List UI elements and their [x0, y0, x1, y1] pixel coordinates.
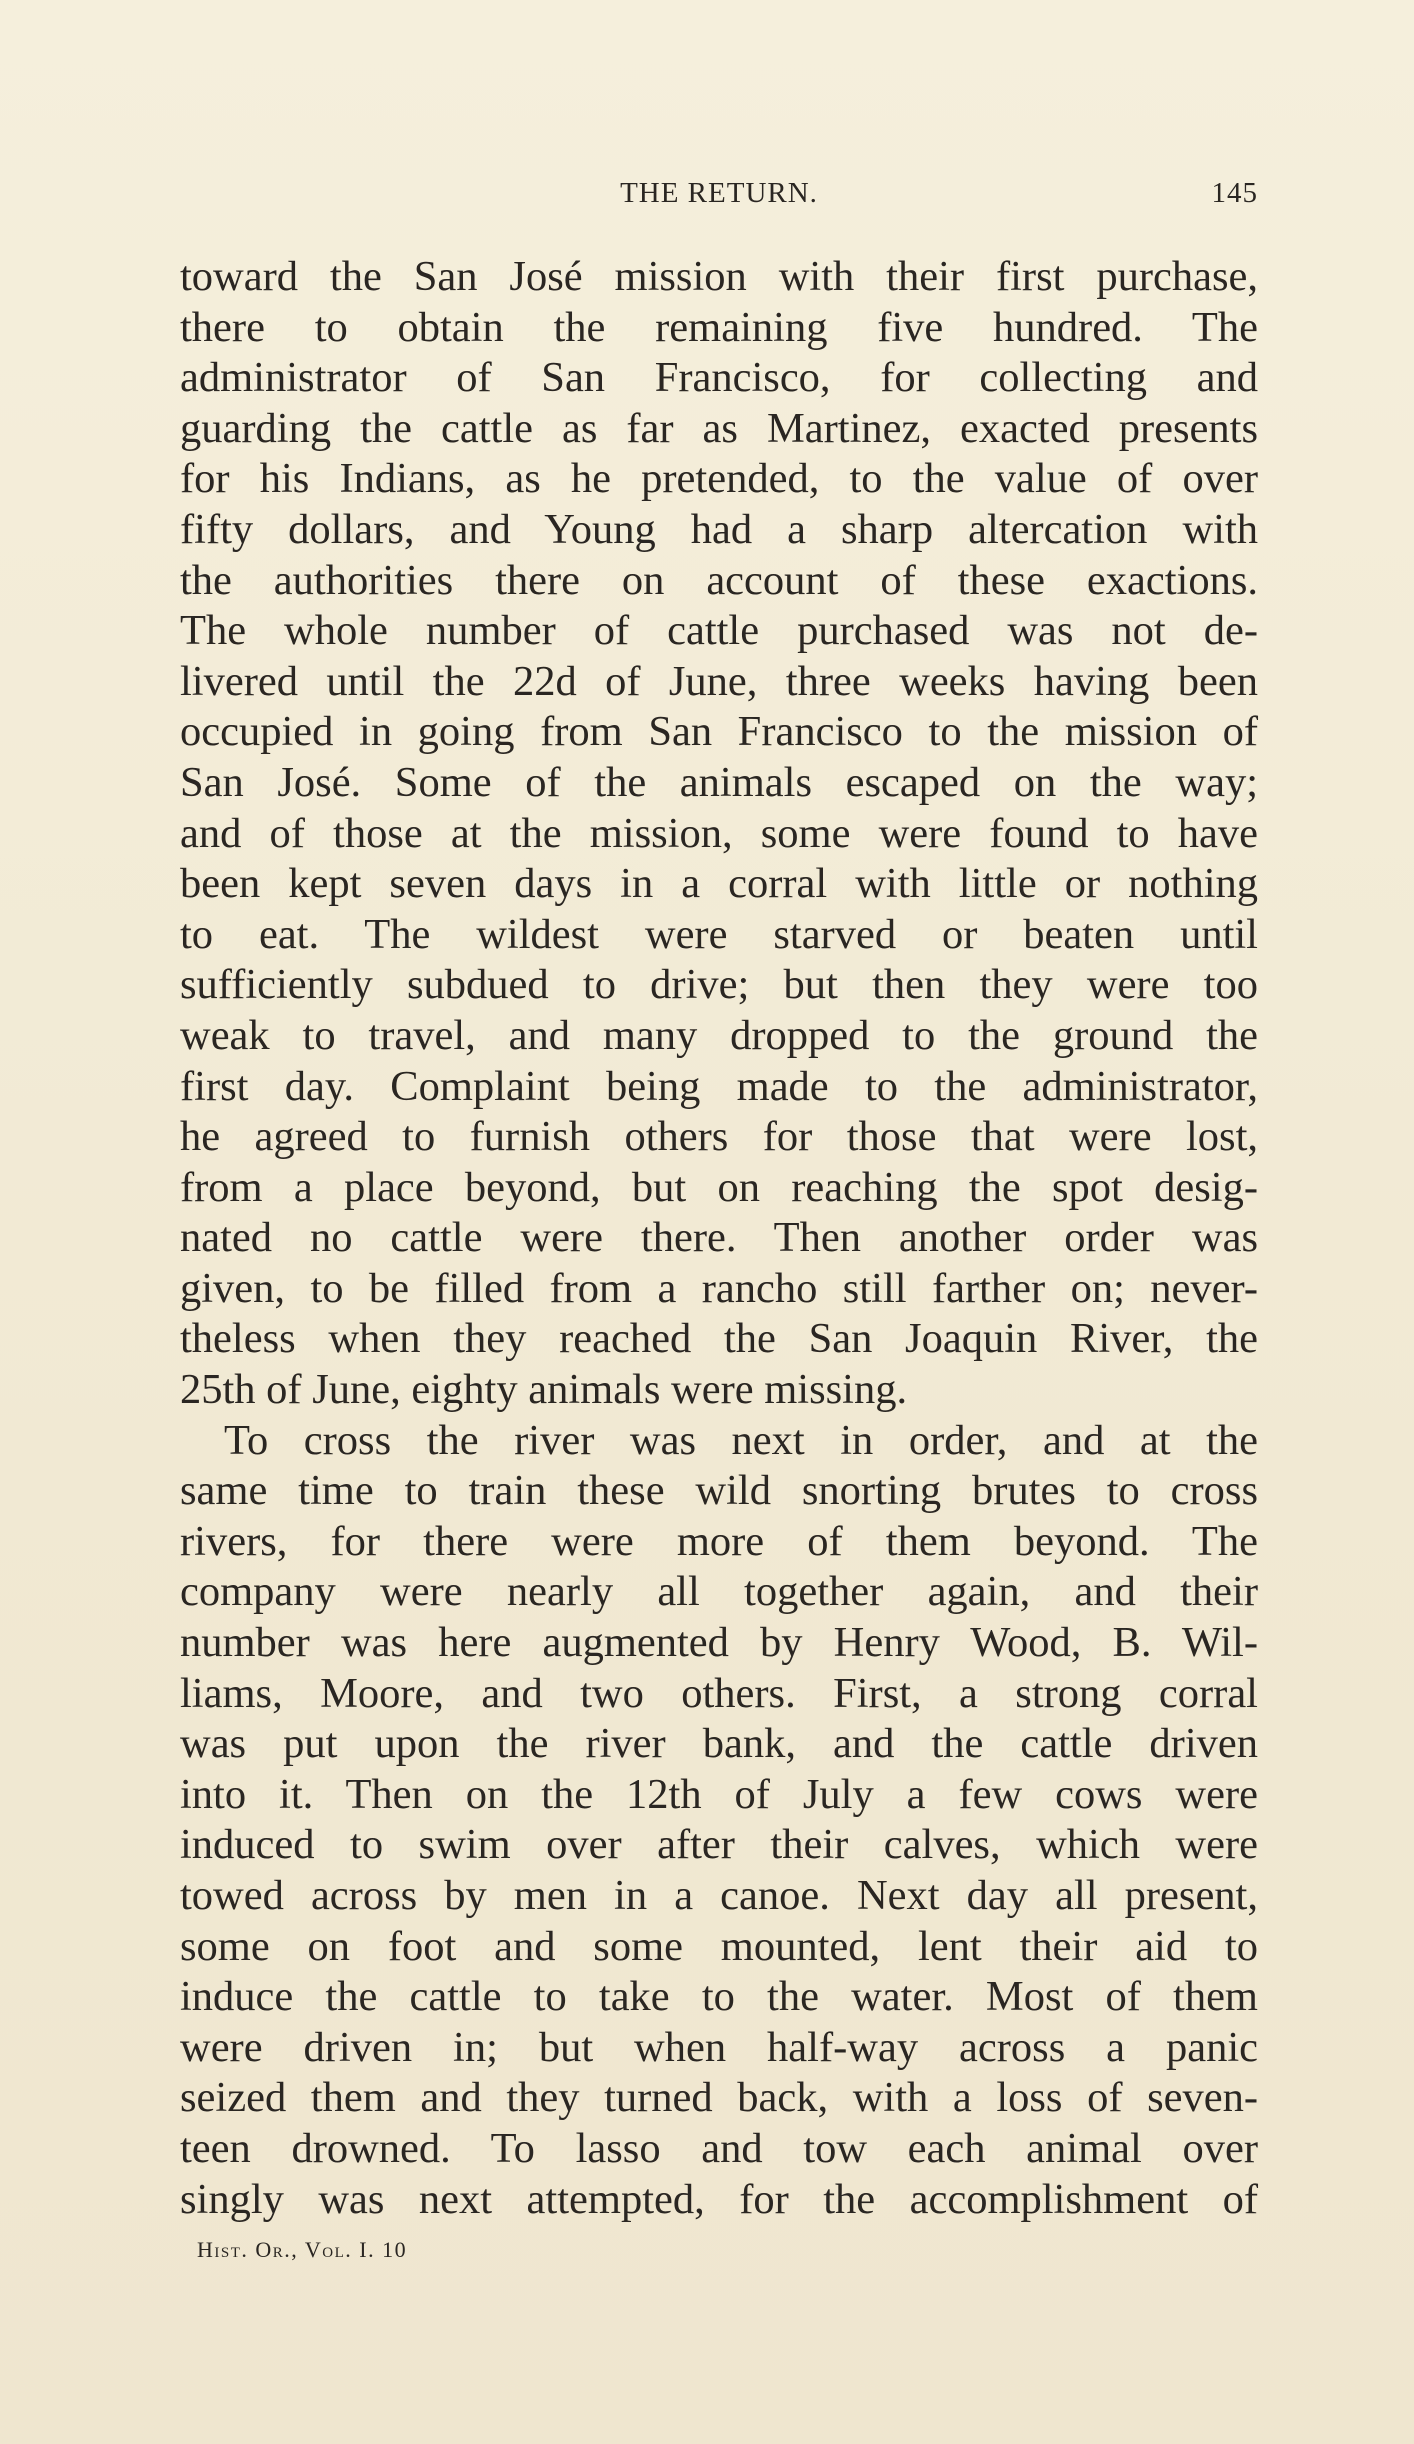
text-line: were driven in; but when half-way across a panic: [180, 2023, 1258, 2071]
paragraph-1: [180, 252, 1258, 1416]
text-line: To cross the river was next in order, and at the: [224, 1416, 1258, 1464]
text-line: San José. Some of the animals escaped on the way;: [180, 758, 1258, 806]
text-line: nated no cattle were there. Then another order was: [180, 1214, 1258, 1262]
paragraph-2: [180, 1416, 1258, 2226]
text-line: for his Indians, as he pretended, to the value of over: [180, 455, 1258, 503]
text-line: theless when they reached the San Joaquin River, the: [180, 1315, 1258, 1363]
text-line: liams, Moore, and two others. First, a strong corral: [180, 1669, 1258, 1717]
text-line: from a place beyond, but on reaching the spot desig-: [180, 1163, 1258, 1211]
text-line: been kept seven days in a corral with little or nothing: [180, 860, 1258, 908]
text-line: first day. Complaint being made to the administrator,: [180, 1062, 1258, 1110]
text-line: given, to be filled from a rancho still farther on; never-: [180, 1264, 1258, 1312]
text-line: 25th of June, eighty animals were missing.: [180, 1366, 908, 1414]
text-line: livered until the 22d of June, three weeks having been: [180, 657, 1258, 705]
page-number: 145: [1211, 177, 1258, 209]
text-line: same time to train these wild snorting brutes to cross: [180, 1467, 1258, 1515]
text-line: some on foot and some mounted, lent their aid to: [180, 1922, 1258, 1970]
text-line: teen drowned. To lasso and tow each animal over: [180, 2124, 1258, 2172]
text-line: towed across by men in a canoe. Next day all present,: [180, 1872, 1258, 1919]
body-text: [180, 252, 1258, 2225]
text-line: was put upon the river bank, and the cattle driven: [180, 1720, 1258, 1768]
text-line: administrator of San Francisco, for collecting and: [180, 354, 1258, 402]
text-line: fifty dollars, and Young had a sharp altercation with: [180, 505, 1258, 553]
text-line: induce the cattle to take to the water. Most of them: [180, 1973, 1258, 2021]
text-line: toward the San José mission with their first purchase,: [180, 253, 1258, 300]
running-title: THE RETURN.: [620, 177, 818, 209]
text-line: into it. Then on the 12th of July a few cows were: [180, 1770, 1258, 1818]
text-line: he agreed to furnish others for those that were lost,: [180, 1113, 1258, 1161]
text-line: number was here augmented by Henry Wood, B. Wil-: [180, 1619, 1258, 1667]
text-line: and of those at the mission, some were found to have: [180, 809, 1258, 857]
text-line: weak to travel, and many dropped to the ground the: [180, 1011, 1258, 1059]
text-line: rivers, for there were more of them beyond. The: [180, 1517, 1258, 1565]
text-line: seized them and they turned back, with a loss of seven-: [180, 2074, 1258, 2122]
text-line: company were nearly all together again, and their: [180, 1568, 1258, 1616]
text-line: the authorities there on account of these exactions.: [180, 556, 1258, 604]
text-line: to eat. The wildest were starved or beaten until: [180, 910, 1258, 958]
text-line: occupied in going from San Francisco to the mission of: [180, 708, 1258, 756]
text-line: induced to swim over after their calves, which were: [180, 1821, 1258, 1869]
text-line: singly was next attempted, for the accomplishment of: [180, 2175, 1258, 2223]
text-line: sufficiently subdued to drive; but then they were too: [180, 961, 1258, 1009]
text-line: there to obtain the remaining five hundred. The: [180, 303, 1258, 351]
text-line: guarding the cattle as far as Martinez, exacted presents: [180, 404, 1258, 452]
text-line: The whole number of cattle purchased was not de-: [180, 607, 1258, 655]
signature-mark: Hist. Or., Vol. I. 10: [197, 2237, 408, 2262]
running-head: [180, 177, 1258, 217]
